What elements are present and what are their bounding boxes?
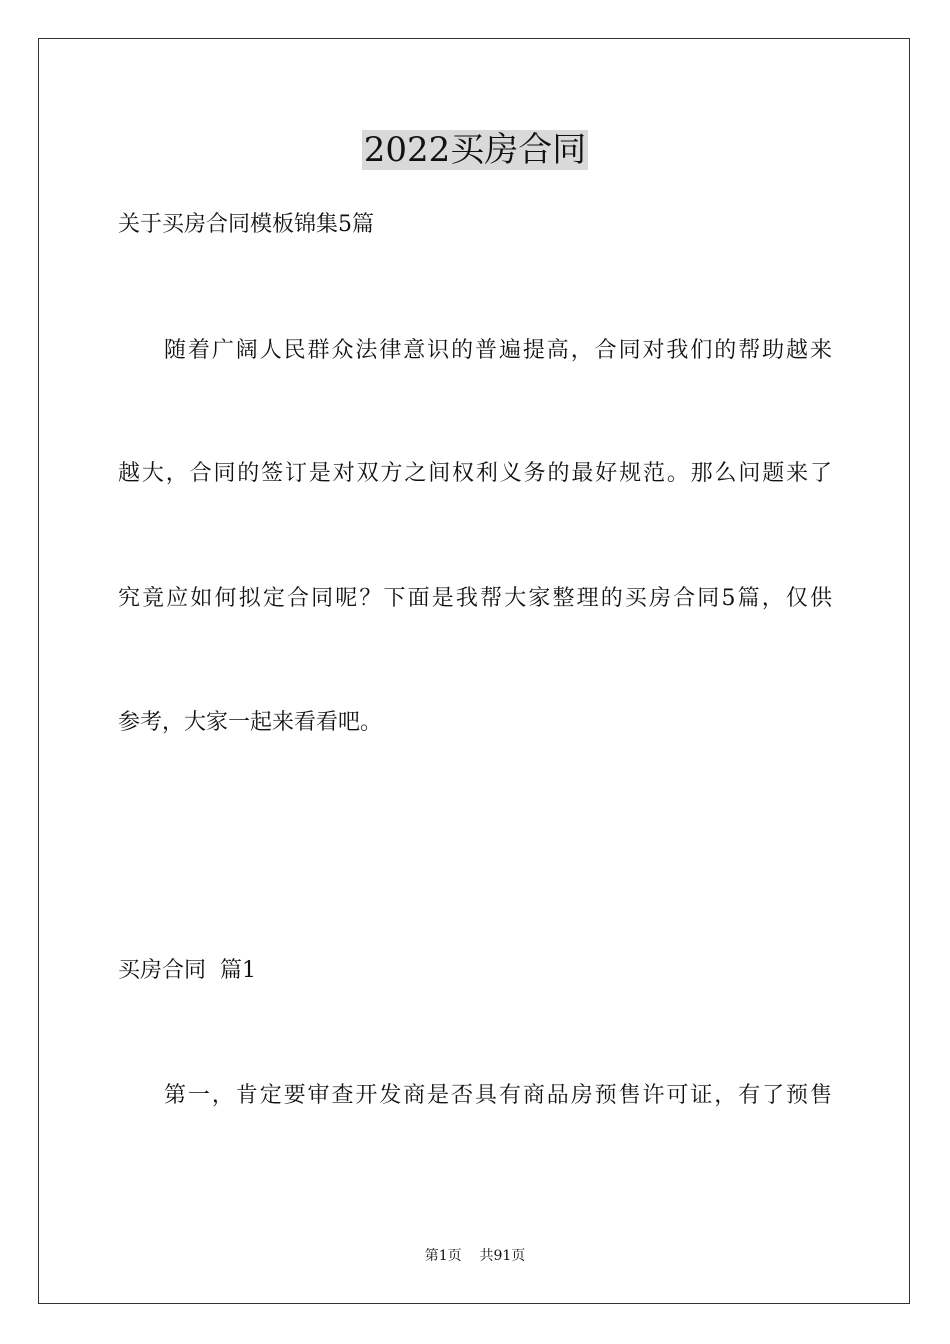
document-title-text: 2022买房合同 [363, 130, 587, 170]
document-title [0, 126, 950, 174]
document-subtitle: 关于买房合同模板锦集5篇 [118, 212, 374, 237]
intro-line-3: 究竟应如何拟定合同呢？下面是我帮大家整理的买房合同5篇，仅供 [118, 586, 832, 611]
section-heading: 买房合同 篇1 [118, 958, 256, 983]
section-line-1: 第一，肯定要审查开发商是否具有商品房预售许可证，有了预售 [164, 1083, 832, 1108]
intro-line-4: 参考，大家一起来看看吧。 [118, 710, 383, 735]
intro-line-2: 越大，合同的签订是对双方之间权利义务的最好规范。那么问题来了 [118, 461, 832, 486]
page-footer: 第1页 共91页 [424, 1248, 526, 1264]
intro-line-1: 随着广阔人民群众法律意识的普遍提高，合同对我们的帮助越来 [164, 338, 832, 363]
